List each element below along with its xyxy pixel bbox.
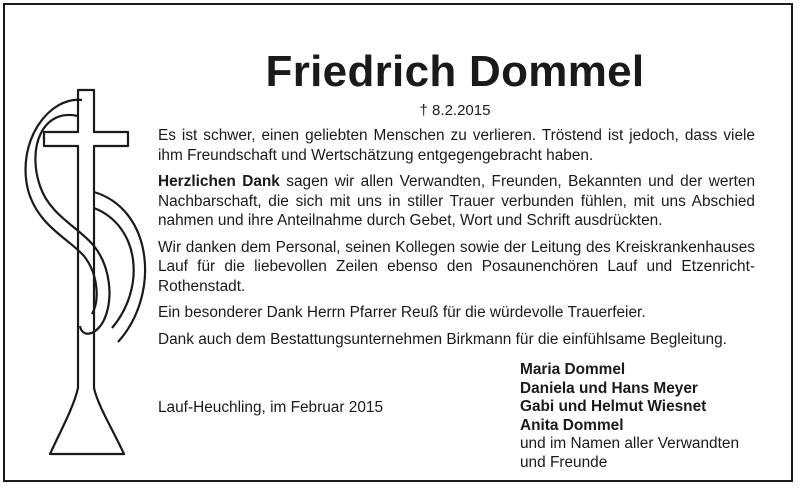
paragraph-3: Wir danken dem Personal, seinen Kollegen sowie der Leitung des Kreiskrankenhauses Lauf für die liebevollen Zeilen ebenso den Posaunenchören Lauf und Etzenricht-Rothenstadt. xyxy=(158,238,755,295)
signatory-note-1: und im Namen aller Verwandten xyxy=(520,435,740,453)
paragraph-5: Dank auch dem Bestattungsunternehmen Birkmann für die einfühlsame Begleitung. xyxy=(158,330,727,348)
signatory-2: Daniela und Hans Meyer xyxy=(520,379,698,397)
deceased-name: Friedrich Dommel xyxy=(265,47,645,96)
signatory-note-2: und Freunde xyxy=(520,453,608,471)
paragraph-1: Es ist schwer, einen geliebten Menschen zu verlieren. Tröstend ist jedoch, dass viele ihm Freundschaft und Wertschätzung entgegengebracht haben. xyxy=(158,127,755,164)
notice-body xyxy=(158,126,755,356)
death-date: † 8.2.2015 xyxy=(419,102,491,119)
cross-emblem-icon xyxy=(22,88,152,460)
paragraph-2-bold: Herzlichen Dank xyxy=(158,173,280,190)
paragraph-2 xyxy=(158,172,755,231)
signatory-4: Anita Dommel xyxy=(520,416,624,434)
paragraph-4: Ein besonderer Dank Herrn Pfarrer Reuß für die würdevolle Trauerfeier. xyxy=(158,304,646,321)
place-date: Lauf-Heuchling, im Februar 2015 xyxy=(158,399,383,416)
paragraph-2-text: sagen wir allen Verwandten, Freunden, Bekannten und der werten Nachbarschaft, die sich mit uns in stiller Trauer verbunden fühlen, mit uns Abschied nahmen und ihre Anteilnahme durch Gebet, Wort und Schrift ausdrückten. xyxy=(158,173,756,229)
signatories xyxy=(520,361,785,473)
signatory-1: Maria Dommel xyxy=(520,361,626,378)
signatory-3: Gabi und Helmut Wiesnet xyxy=(520,398,707,416)
